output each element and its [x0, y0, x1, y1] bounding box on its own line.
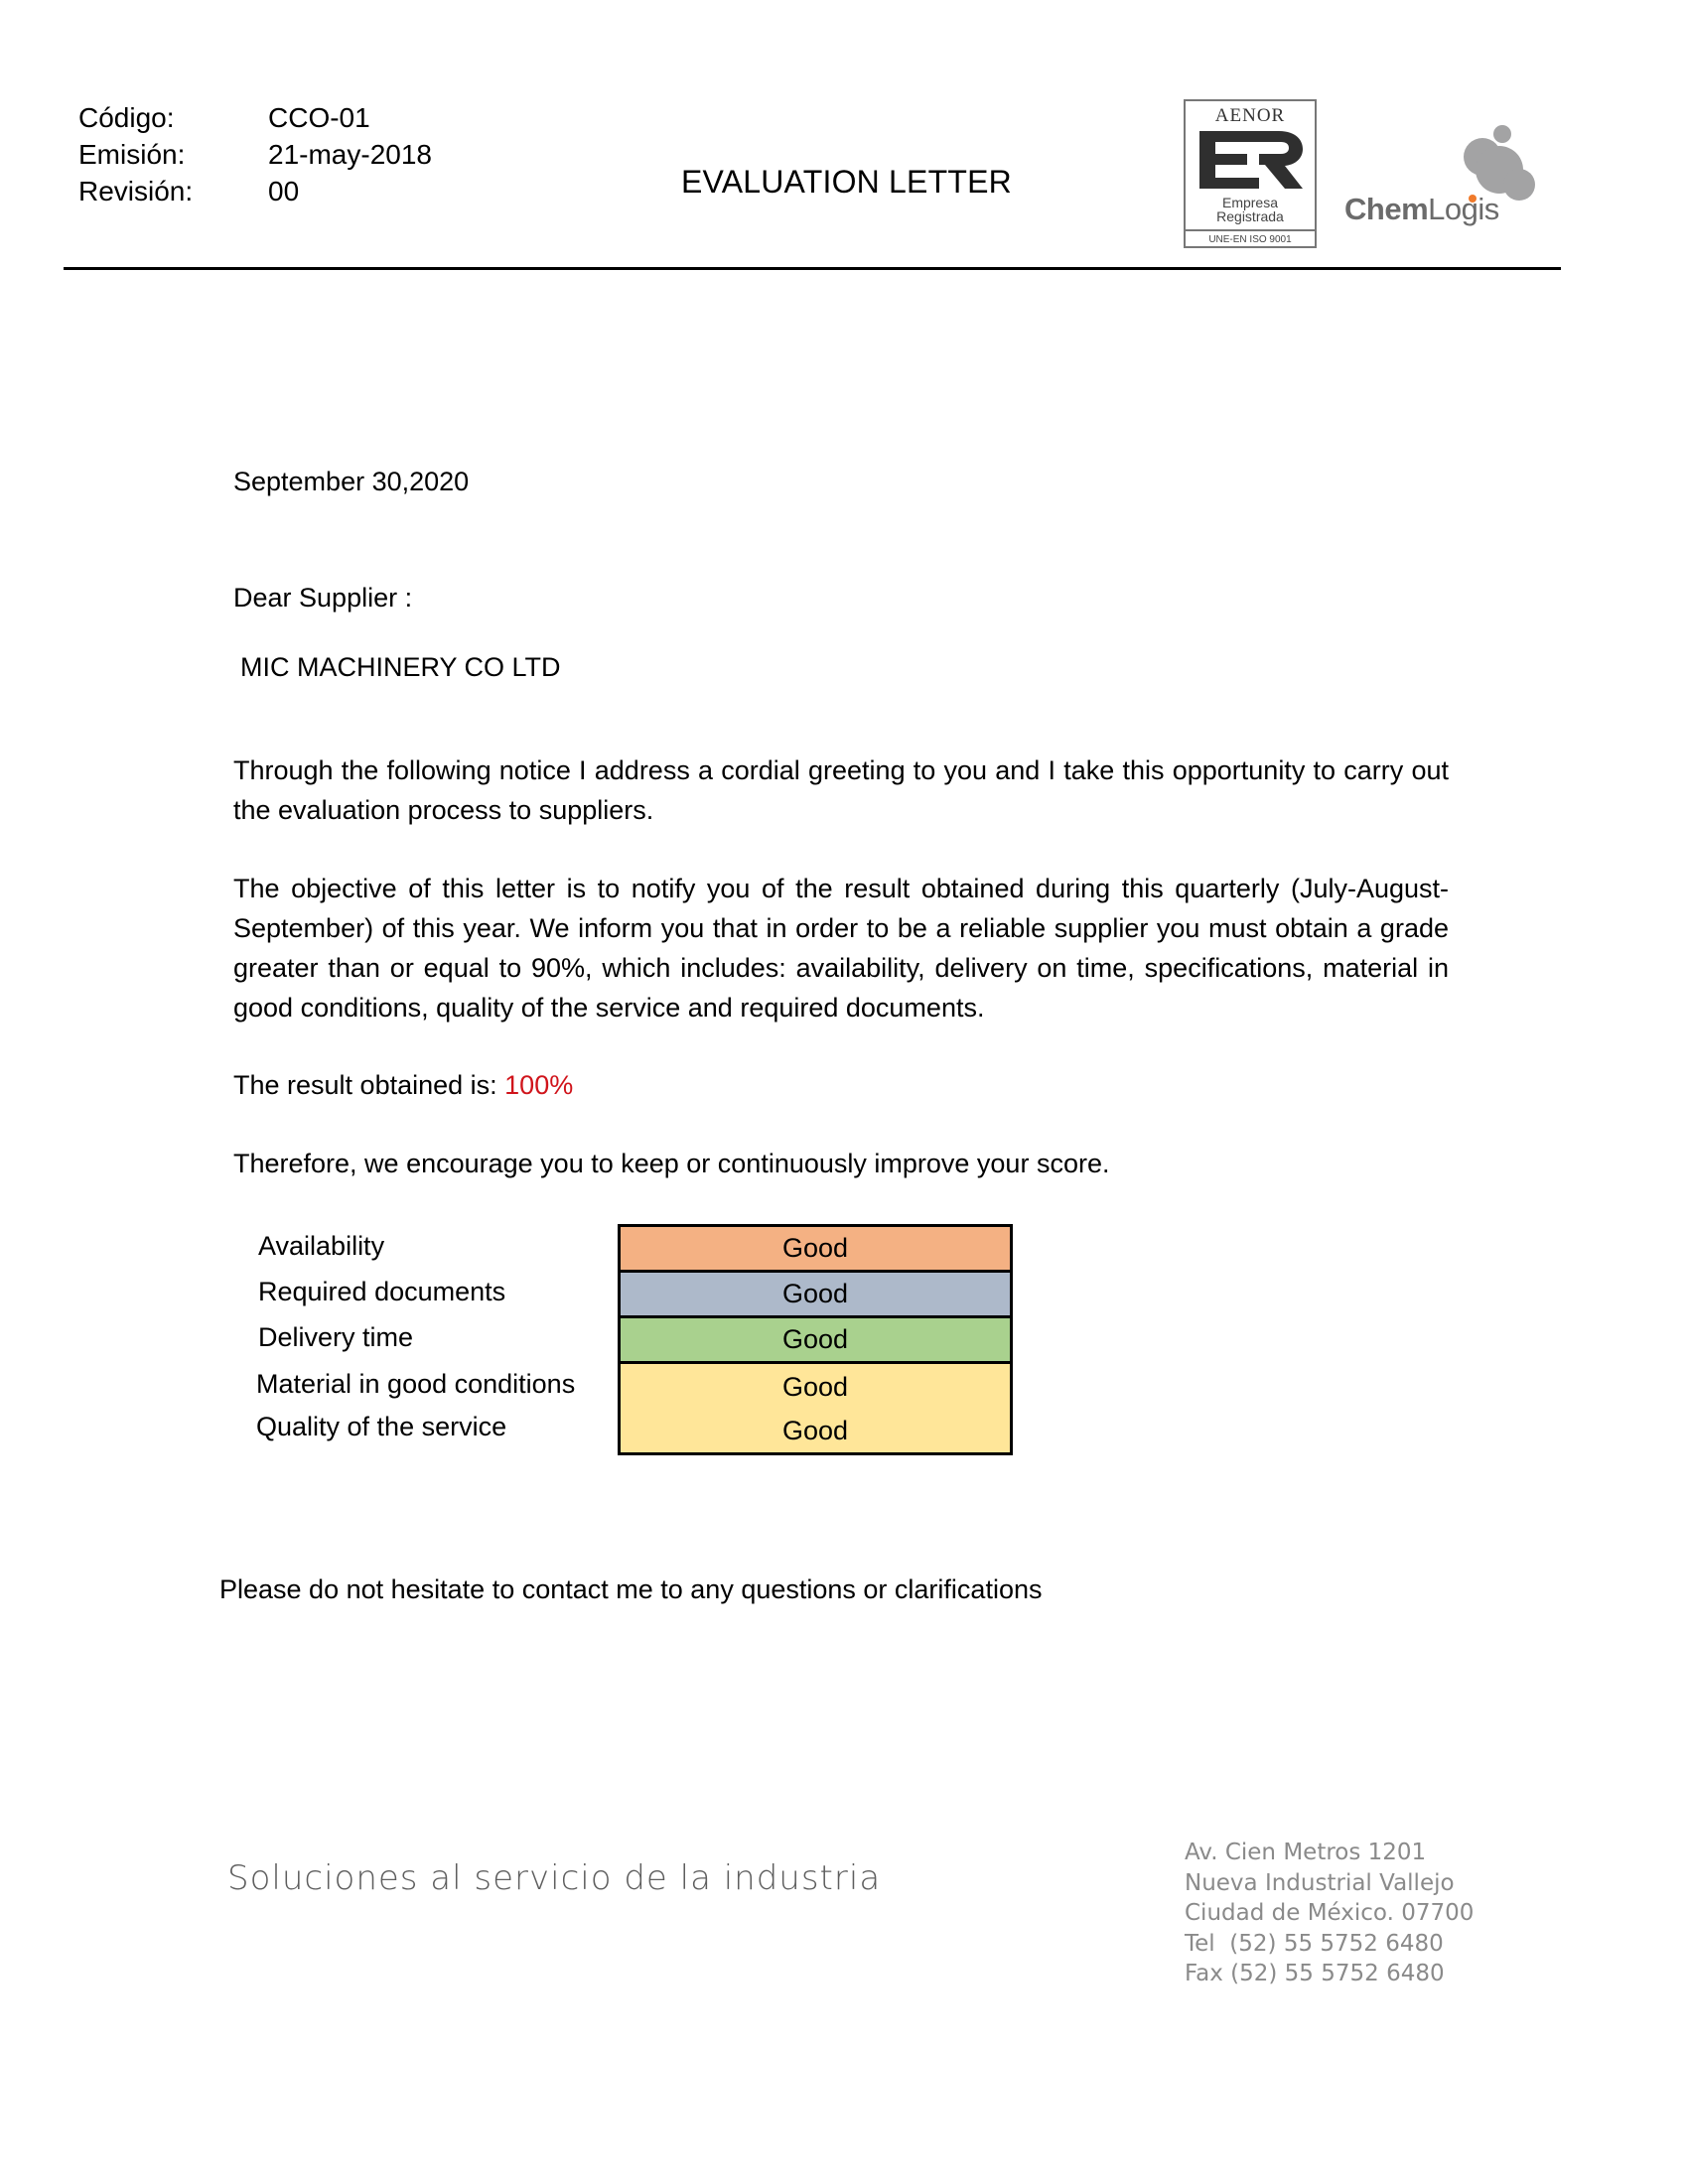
iso-standard-text: UNE-EN ISO 9001	[1186, 229, 1315, 246]
molecule-circles-icon	[1340, 114, 1539, 204]
rating-cell-delivery-time: Good	[621, 1318, 1010, 1364]
criterion-label: Required documents	[258, 1277, 506, 1306]
chemlogis-wordmark: ChemLogis	[1344, 192, 1499, 226]
ratings-grid	[618, 1224, 1013, 1455]
footer-address	[1185, 1838, 1474, 1989]
rating-cell-required-documents: Good	[621, 1273, 1010, 1318]
address-line: Av. Cien Metros 1201	[1185, 1840, 1427, 1865]
rating-cell-service-quality: Good	[621, 1410, 1010, 1452]
result-prefix: The result obtained is:	[233, 1070, 505, 1100]
letter-date: September 30,2020	[233, 467, 470, 496]
rating-cell-availability: Good	[621, 1227, 1010, 1273]
page-title: EVALUATION LETTER	[681, 164, 1012, 200]
footer-slogan: Soluciones al servicio de la industria	[227, 1858, 882, 1898]
encouragement-text: Therefore, we encourage you to keep or continuously improve your score.	[233, 1149, 1110, 1178]
address-line: Nueva Industrial Vallejo	[1185, 1869, 1455, 1896]
header-divider	[64, 267, 1561, 270]
intro-paragraph: Through the following notice I address a cordial greeting to you and I take this opportunity to carry out the evaluation process to suppliers.	[233, 755, 1449, 825]
er-mark-icon	[1199, 131, 1303, 189]
objective-paragraph: The objective of this letter is to notify you of the result obtained during this quarterly (July-August-September) of this year. We inform you that in order to be a reliable supplier you must obtain a grade greater than or equal to 90%, which includes: availability, delivery on time, specifications, material in good conditions, quality of the service and required documents.	[233, 874, 1449, 1023]
criterion-label: Material in good conditions	[256, 1369, 576, 1399]
criterion-label: Availability	[258, 1231, 385, 1261]
empresa-registrada-text: Empresa Registrada	[1216, 195, 1284, 224]
revision-label: Revisión:	[78, 176, 194, 206]
issue-date-label: Emisión:	[78, 139, 186, 170]
phone-line: Tel (52) 55 5752 6480	[1185, 1930, 1444, 1957]
result-value: 100%	[504, 1070, 574, 1100]
supplier-name: MIC MACHINERY CO LTD	[240, 652, 561, 682]
aenor-certification-logo	[1184, 99, 1317, 248]
rating-cell-material-conditions: Good	[621, 1364, 1010, 1410]
closing-text: Please do not hesitate to contact me to any questions or clarifications	[219, 1574, 1043, 1604]
revision-value: 00	[268, 176, 300, 206]
address-line: Ciudad de México. 07700	[1185, 1900, 1475, 1926]
chemlogis-logo	[1340, 114, 1539, 243]
result-line	[233, 1065, 573, 1105]
aenor-text: AENOR	[1214, 105, 1286, 126]
code-label: Código:	[78, 102, 175, 133]
code-value: CCO-01	[268, 102, 370, 133]
fax-line: Fax (52) 55 5752 6480	[1185, 1961, 1445, 1986]
issue-date-value: 21-may-2018	[268, 139, 432, 170]
criterion-label: Quality of the service	[256, 1412, 507, 1441]
salutation: Dear Supplier :	[233, 583, 413, 613]
criterion-label: Delivery time	[258, 1322, 414, 1352]
